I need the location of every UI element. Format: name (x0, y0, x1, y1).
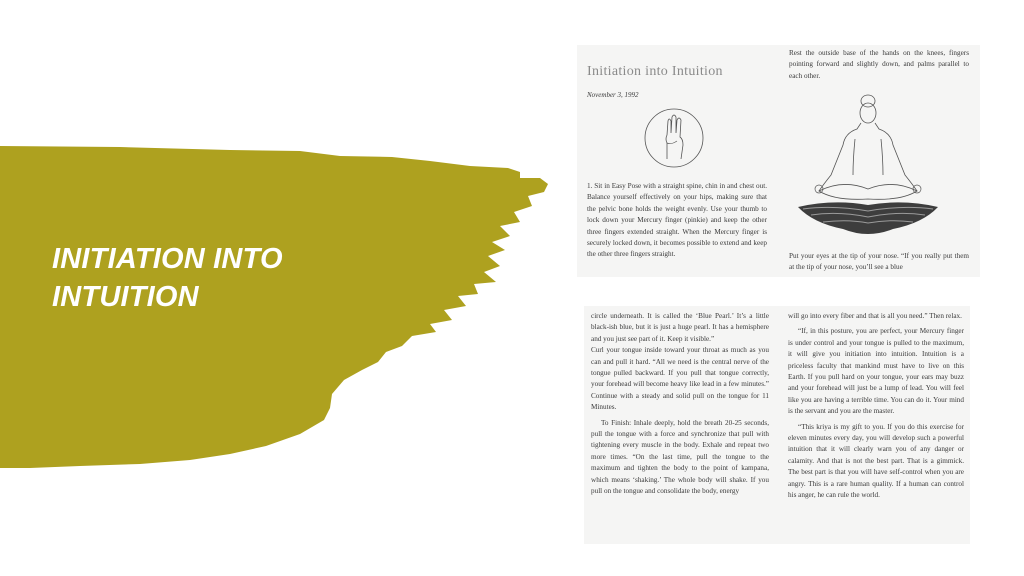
article-date: November 3, 1992 (587, 91, 639, 99)
paragraph: Rest the outside base of the hands on the knees, fingers pointing forward and slightly down, and palms parallel to each other. (789, 49, 969, 80)
paragraph: circle underneath. It is called the ‘Blue Pearl.’ It’s a little black-ish blue, but it is just a huge pearl. It has a hemisphere and you just see part of it. Keep it visible.” (591, 312, 769, 343)
article-page-top (577, 45, 980, 277)
paragraph: 1. Sit in Easy Pose with a straight spine, chin in and chest out. Balance yourself effectively on your hips, making sure that the pelvic bone holds the weight evenly. Use your thumb to lock down your Mercury finger (pinkie) and keep the other three fingers extended straight. When the Mercury finger is securely locked down, it becomes possible to extend and keep the other three fingers straight. (587, 182, 767, 259)
hand-mudra-icon (643, 107, 705, 169)
paragraph: Put your eyes at the tip of your nose. “If you really put them at the tip of your nose, you’ll see a blue (789, 252, 969, 272)
article-title: Initiation into Intuition (587, 64, 723, 79)
article-bottom-left-column (591, 311, 769, 498)
article-page-bottom (584, 306, 970, 544)
paragraph: Curl your tongue inside toward your throat as much as you can and pull it hard. “All we need is the central nerve of the tongue pulled backward. If you pull that tongue correctly, your forehead will become heavy like lead in a few minutes.” Continue with a steady and solid pull on the tongue for 11 Minutes. (591, 346, 769, 412)
paragraph: will go into every fiber and that is all you need.” Then relax. (788, 312, 962, 320)
slide-title: INITIATION INTO INTUITION (52, 243, 283, 313)
paragraph: To Finish: Inhale deeply, hold the breath 20-25 seconds, pull the tongue with a force and synchronize that pull with tightening every muscle in the body. Exhale and repeat two more times. “On the last time, pull the tongue to the maximum and tighten the body to the point of kampana, which means ‘shaking.’ The whole body will shake. If you pull on the tongue and consolidate the body, energy (591, 418, 769, 496)
article-top-left-column (587, 181, 767, 261)
article-bottom-right-column (788, 311, 964, 502)
paragraph: “If, in this posture, you are perfect, your Mercury finger is under control and your tongue is pulled to the maximum, it will give you initiation into intuition. Intuition is a priceless faculty that mankind must have to live on this Earth. If you pull hard on your tongue, your ears may buzz and your forehead will just be a lump of lead. You will feel like you are having a terrible time. You can do it. Your mind is the servant and you are the master. (788, 327, 964, 416)
article-top-right-column-lower (789, 251, 969, 274)
article-top-right-column-upper (789, 48, 969, 82)
meditating-figure-icon (793, 89, 943, 249)
paragraph: “This kriya is my gift to you. If you do this exercise for eleven minutes every day, you will develop such a powerful intuition that it will clearly warn you of any danger or calamity. And that is not the best part. That is a gimmick. The best part is that you will have self-control when you are angry. This is a rare human quality. If a human can control his anger, he can rule the world. (788, 422, 964, 500)
